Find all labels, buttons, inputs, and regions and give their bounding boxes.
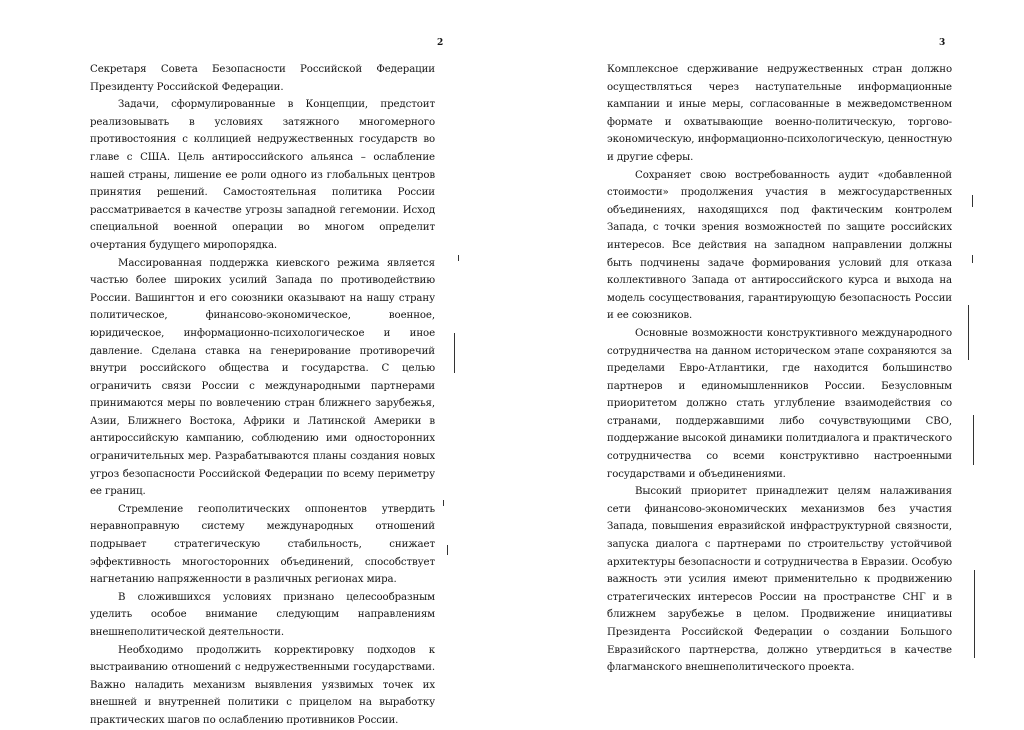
scan-mark: [443, 500, 444, 506]
left-page: [0, 0, 512, 726]
page-number: 2: [437, 38, 444, 48]
right-page: [512, 0, 1024, 674]
scan-mark: [458, 255, 459, 261]
paragraph: Задачи, сформулированные в Концепции, предстоит реализовывать в условиях затяжного многомерного противостояния с коллицией недружественных государств во главе с США. Цель антироссийского альянса – ослабление нашей страны, лишение ее роли одного из глобальных центров принятия решений. Самостоятельная политика России рассматривается в качестве угрозы западной гегемонии. Исход специальной военной операции во многом определит очертания будущего миропорядка.: [90, 99, 435, 251]
scan-mark: [972, 195, 973, 207]
page-number: 3: [939, 38, 946, 48]
paragraph: В сложившихся условиях признано целесообразным уделить особое внимание следующим направлениям внешнеполитической деятельности.: [90, 591, 435, 638]
scan-mark: [973, 415, 974, 465]
right-page-body: [607, 61, 952, 677]
paragraph: Комплексное сдерживание недружественных стран должно осуществляться через наступательные информационные кампании и иные меры, согласованные в межведомственном формате и охватывающие военно-политическую, торгово-экономическую, информационно-психологическую, ценностную и другие сферы.: [607, 64, 952, 163]
scan-mark: [454, 333, 455, 373]
paragraph: Высокий приоритет принадлежит целям налаживания сети финансово-экономических механизмов без участия Запада, повышения евразийской инфраструктурной связности, запуска диалога с партнерами по строительству устойчивой архитектуры безопасности и сотрудничества в Евразии. Особую важность эти усилия имеют применительно к продвижению стратегических интересов России на пространстве СНГ и в ближнем зарубежье в целом. Продвижение инициативы Президента Российской Федерации о создании Большого Евразийского партнерства, должно утвердиться в качестве флагманского внешнеполитического проекта.: [607, 486, 952, 674]
paragraph: Необходимо продолжить корректировку подходов к выстраиванию отношений с недружественными государствами. Важно наладить механизм выявления уязвимых точек их внешней и внутренней политики с прицелом на выработку практических шагов по ослаблению противников России.: [90, 644, 435, 726]
paragraph: Основные возможности конструктивного международного сотрудничества на данном историческом этапе сохраняются за пределами Евро-Атлантики, где находится большинство партнеров и единомышленников России. Безусловным приоритетом должно стать углубление взаимодействия со странами, поддержавшими либо сочувствующими СВО, поддержание высокой динамики политдиалога и практического сотрудничества со всеми конструктивно настроенными государствами и объединениями.: [607, 327, 952, 480]
paragraph: Сохраняет свою востребованность аудит «добавленной стоимости» продолжения участия в межгосударственных объединениях, находящихся под фактическим контролем Запада, с точки зрения возможностей по защите российских интересов. Все действия на западном направлении должны быть подчинены задаче формирования условий для отказа коллективного Запада от антироссийского курса и выхода на модель сосуществования, гарантирующую безопасность России и ее союзников.: [607, 169, 952, 322]
scan-mark: [447, 545, 448, 555]
scan-mark: [968, 305, 969, 360]
paragraph: Секретаря Совета Безопасности Российской Федерации Президенту Российской Федерации.: [90, 64, 435, 93]
paragraph: Массированная поддержка киевского режима является частью более широких усилий Запада по противодействию России. Вашингтон и его союзники оказывают на нашу страну политическое, финансово-экономическое, военное, юридическое, информационно-психологическое и иное давление. Сделана ставка на генерирование противоречий внутри российского общества и государства. С целью ограничить связи России с международными партнерами принимаются меры по вовлечению стран ближнего зарубежья, Азии, Ближнего Востока, Африки и Латинской Америки в антироссийскую кампанию, соблюдению ими односторонних ограничительных мер. Разрабатываются планы создания новых угроз безопасности Российской Федерации по всему периметру ее границ.: [90, 257, 435, 498]
left-page-body: [90, 61, 435, 730]
scan-mark: [974, 570, 975, 658]
scan-mark: [972, 255, 973, 263]
paragraph: Стремление геополитических оппонентов утвердить неравноправную систему международных отношений подрывает стратегическую стабильность, снижает эффективность многосторонних объединений, способствует нагнетанию напряженности в различных регионах мира.: [90, 503, 435, 586]
